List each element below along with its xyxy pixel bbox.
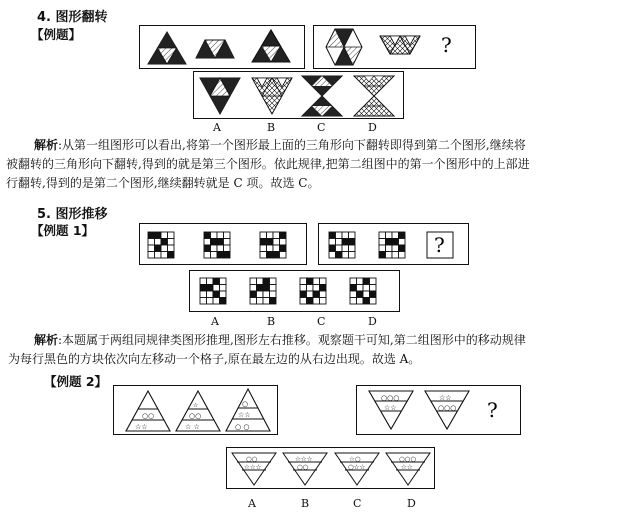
triangle-option-a-label[interactable]: A <box>248 497 256 510</box>
triangle-option-b-figure <box>283 453 327 485</box>
svg-text:○○: ○○ <box>297 463 309 471</box>
shift-analysis-line-2: 为每行黑色的方块依次向左移动一个格子,原在最左边的从右边出现。故选 A。 <box>8 352 421 366</box>
triangle-group-1 <box>113 385 278 435</box>
triangle-question-mark: ? <box>487 398 498 422</box>
triangle-option-c-figure <box>335 453 379 485</box>
fold-figure-2 <box>196 40 234 58</box>
triangle-option-c-label[interactable]: C <box>353 497 362 510</box>
section-4-example-label: 【例题】 <box>31 27 82 42</box>
inverted-triangle-2 <box>425 391 469 429</box>
fold-group-1 <box>139 25 305 69</box>
fold-option-b-label[interactable]: B <box>267 121 276 134</box>
fold-options-box <box>193 71 404 119</box>
shift-analysis-label: 解析 <box>34 333 59 347</box>
section-5-heading: 5. 图形推移 <box>37 207 108 222</box>
svg-text:☆☆: ☆☆ <box>135 423 148 431</box>
fold-option-d-label[interactable]: D <box>368 121 377 134</box>
shift-analysis-line-1: 解析:本题属于两组同规律类图形推理,图形左右推移。观察题干可知,第二组图形中的移动规律 <box>34 333 526 347</box>
shift-grid-4 <box>329 232 355 258</box>
fold-option-a-figure <box>200 78 240 114</box>
shift-group-1 <box>139 223 307 265</box>
section-4-heading: 4. 图形翻转 <box>37 10 108 25</box>
svg-text:☆☆: ☆☆ <box>401 463 413 471</box>
shift-grid-1 <box>148 232 174 258</box>
shift-analysis <box>8 331 622 369</box>
triangle-group-2-figures <box>357 386 522 436</box>
svg-text:○○: ○○ <box>246 455 258 463</box>
svg-text:☆☆: ☆☆ <box>384 404 397 412</box>
fold-figure-5 <box>380 36 420 54</box>
svg-text:○○: ○○ <box>189 412 202 420</box>
shift-option-b-label[interactable]: B <box>267 315 276 328</box>
shift-option-a-label[interactable]: A <box>211 315 219 328</box>
shift-option-grid-c <box>300 278 326 304</box>
layered-triangle-2 <box>176 391 220 431</box>
svg-text:○○○: ○○○ <box>438 404 457 412</box>
shift-question-mark: ? <box>434 233 445 257</box>
shift-option-grid-b <box>250 278 276 304</box>
fold-group-2-figures <box>314 26 477 70</box>
fold-option-d-figure <box>354 76 394 116</box>
shift-option-c-label[interactable]: C <box>317 315 326 328</box>
fold-analysis-label: 解析 <box>34 138 59 152</box>
svg-text:☆: ☆ <box>193 402 199 409</box>
layered-triangle-3 <box>226 389 270 431</box>
shift-grid-3 <box>260 232 286 258</box>
section-5-example-1-label: 【例题 1】 <box>31 223 95 238</box>
shift-grid-2 <box>204 232 230 258</box>
svg-text:☆☆☆: ☆☆☆ <box>244 463 262 471</box>
svg-text:☆☆: ☆☆ <box>238 411 251 419</box>
triangle-option-a-figure <box>232 453 276 485</box>
fold-group-1-figures <box>140 26 306 70</box>
svg-text:☆○: ☆○ <box>349 455 361 463</box>
svg-text:○○○: ○○○ <box>399 455 417 463</box>
inverted-triangle-1 <box>369 391 413 429</box>
svg-text:☆☆: ☆☆ <box>439 394 452 402</box>
svg-text:○☆☆: ○☆☆ <box>348 463 366 471</box>
fold-analysis-line-1: 解析:从第一组图形可以看出,将第一个图形最上面的三角形向下翻转即得到第二个图形,继续将 <box>34 138 526 152</box>
fold-figure-1 <box>148 32 186 64</box>
shift-group-2-grids <box>319 224 470 266</box>
svg-text:☆ ☆: ☆ ☆ <box>185 423 200 431</box>
fold-analysis-line-2: 被翻转的三角形向下翻转,得到的就是第三个图形。依此规律,把第二组图中的第一个图形中的上部进 <box>6 157 530 171</box>
triangle-option-d-label[interactable]: D <box>407 497 416 510</box>
fold-analysis-line-3: 行翻转,得到的是第二个图形,继续翻转就是 C 项。故选 C。 <box>6 176 320 190</box>
fold-figure-3 <box>252 30 290 62</box>
shift-group-2 <box>318 223 469 265</box>
svg-text:○○○: ○○○ <box>381 394 400 402</box>
shift-options-grids <box>190 271 401 313</box>
fold-option-c-label[interactable]: C <box>317 121 326 134</box>
fold-question-mark: ? <box>441 33 452 57</box>
fold-option-b-figure <box>252 78 292 114</box>
section-5-example-2-label: 【例题 2】 <box>44 374 108 389</box>
shift-option-d-label[interactable]: D <box>368 315 377 328</box>
fold-analysis <box>6 136 620 193</box>
triangle-option-b-label[interactable]: B <box>301 497 310 510</box>
shift-options-box <box>189 270 400 312</box>
fold-group-2 <box>313 25 476 69</box>
fold-options-figures <box>194 72 405 120</box>
layered-triangle-1 <box>126 391 170 431</box>
triangle-options-box <box>226 447 435 489</box>
triangle-option-d-figure <box>386 453 430 485</box>
fold-figure-4 <box>326 29 362 65</box>
triangle-group-2 <box>356 385 521 435</box>
fold-option-c-figure <box>302 76 342 116</box>
triangle-options-figures <box>227 448 436 490</box>
svg-text:○○: ○○ <box>142 412 155 420</box>
shift-grid-5 <box>379 232 405 258</box>
svg-text:○ ○: ○ ○ <box>235 423 250 431</box>
shift-option-grid-a <box>200 278 226 304</box>
svg-text:○: ○ <box>242 400 249 408</box>
shift-group-1-grids <box>140 224 308 266</box>
fold-option-a-label[interactable]: A <box>213 121 221 134</box>
shift-option-grid-d <box>350 278 376 304</box>
svg-text:☆☆☆: ☆☆☆ <box>295 455 313 463</box>
triangle-group-1-figures <box>114 386 279 436</box>
